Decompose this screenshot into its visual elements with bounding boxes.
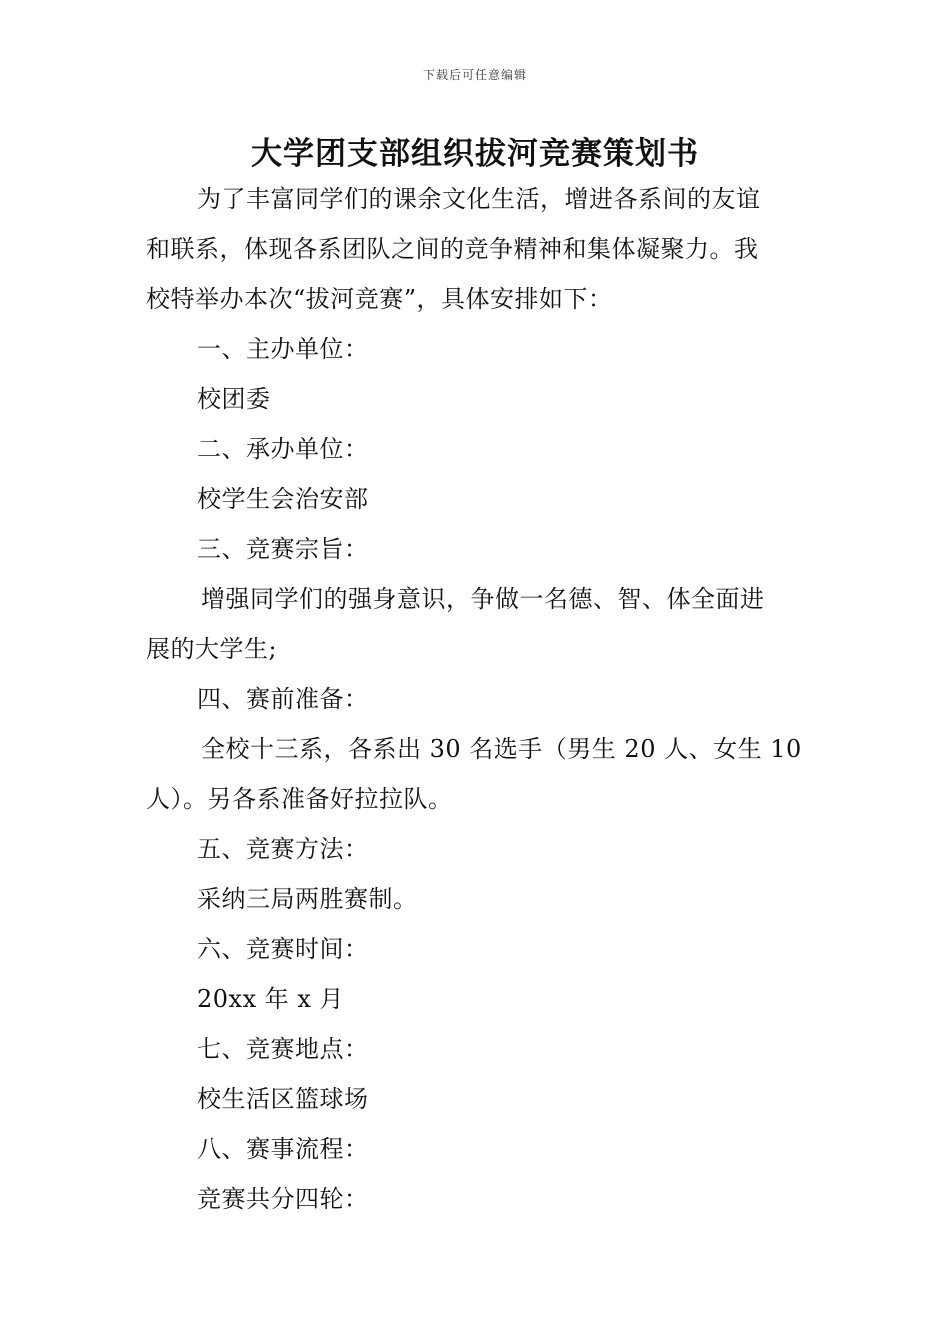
section-6-heading: 六、竞赛时间：: [197, 935, 369, 963]
section-5-heading: 五、竞赛方法：: [197, 835, 369, 863]
document-title: 大学团支部组织拔河竞赛策划书: [251, 136, 699, 172]
section-7-content: 校生活区篮球场: [197, 1085, 369, 1113]
section-8-heading: 八、赛事流程：: [197, 1135, 369, 1163]
section-3-line-1: 增强同学们的强身意识，争做一名德、智、体全面进: [201, 585, 765, 613]
document-body: [146, 174, 808, 1224]
intro-line-3: 校特举办本次“拔河竞赛”，具体安排如下：: [146, 285, 613, 313]
section-7-heading: 七、竞赛地点：: [197, 1035, 369, 1063]
section-8-content: 竞赛共分四轮：: [197, 1185, 369, 1213]
header-note: 下载后可任意编辑: [422, 68, 527, 82]
section-3-heading: 三、竞赛宗旨：: [197, 535, 369, 563]
section-2-content: 校学生会治安部: [197, 485, 369, 513]
section-2-heading: 二、承办单位：: [197, 435, 369, 463]
section-1-heading: 一、主办单位：: [197, 335, 369, 363]
section-5-content: 采纳三局两胜赛制。: [197, 885, 418, 913]
section-4-line-1: 全校十三系，各系出 30 名选手（男生 20 人、女生 10: [201, 735, 802, 763]
section-6-content: 20xx 年 x 月: [197, 985, 345, 1013]
section-4-line-2: 人）。另各系准备好拉拉队。: [146, 785, 453, 813]
section-4-heading: 四、赛前准备：: [197, 685, 369, 713]
intro-line-2: 和联系，体现各系团队之间的竞争精神和集体凝聚力。我: [146, 235, 759, 263]
section-1-content: 校团委: [197, 385, 271, 413]
intro-line-1: 为了丰富同学们的课余文化生活，增进各系间的友谊: [197, 185, 761, 213]
section-3-line-2: 展的大学生;: [146, 635, 278, 663]
